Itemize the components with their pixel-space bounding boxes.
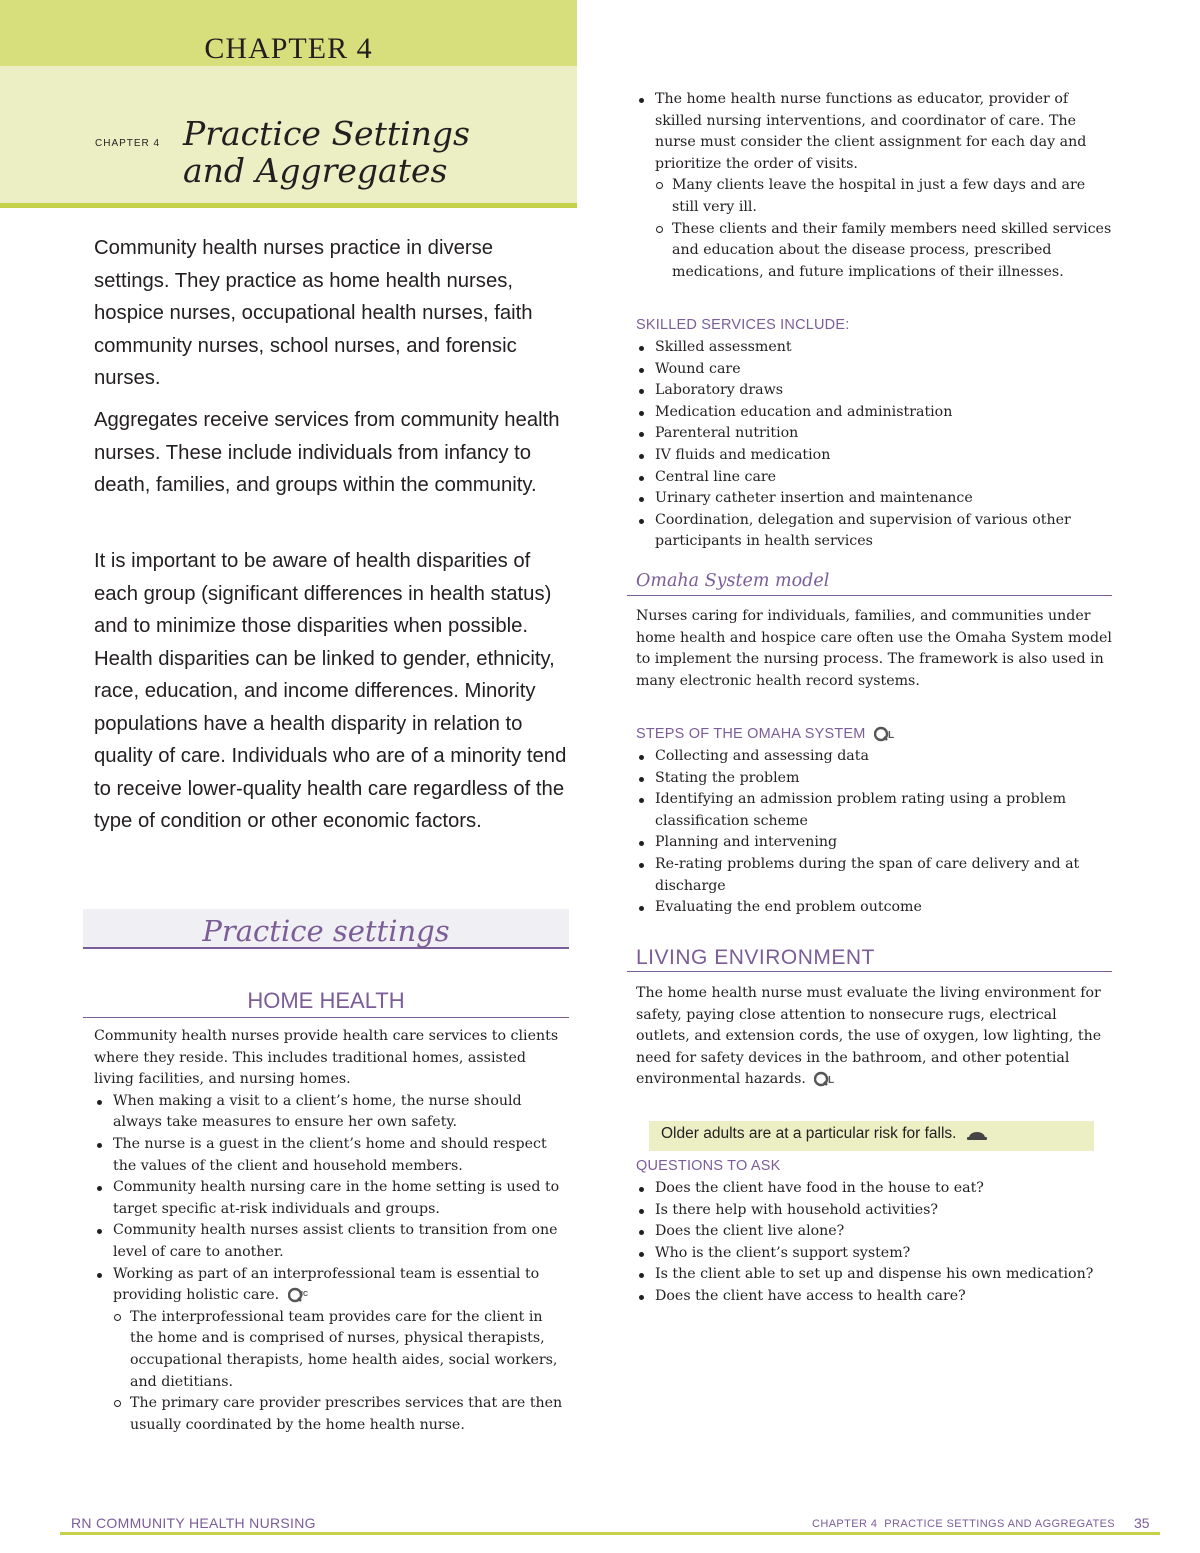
home-health-bullets: [94, 1091, 570, 1437]
svg-text:L: L: [887, 730, 895, 742]
chapter-title-rule: [0, 203, 577, 208]
questions-list: [636, 1178, 1112, 1308]
chapter-title-line2: and Aggregates: [183, 151, 448, 190]
living-environment-text: The home health nurse must evaluate the living environment for safety, paying close attention to nonsecure rugs, electrical outlets, and extension cords, the use of oxygen, low lighting, the need for safety devices in the bathroom, and other potential environmental hazards.: [636, 985, 1102, 1088]
interprofessional-sub-bullets: [113, 1307, 570, 1437]
list-item: Evaluating the end problem outcome: [636, 897, 1112, 919]
sae-icon: [965, 1126, 989, 1142]
list-item: Wound care: [636, 359, 1112, 381]
list-item: Does the client live alone?: [636, 1221, 1112, 1243]
list-item: Skilled assessment: [636, 337, 1112, 359]
ql-icon: [814, 1071, 838, 1087]
footer-chapter-title: CHAPTER 4 PRACTICE SETTINGS AND AGGREGATES: [812, 1518, 1116, 1530]
questions-section: [636, 1178, 1112, 1308]
list-item: Does the client have access to health care?: [636, 1286, 1112, 1308]
ic-icon: [288, 1287, 312, 1303]
list-item: Collecting and assessing data: [636, 746, 1112, 768]
living-environment-heading: LIVING ENVIRONMENT: [636, 946, 875, 969]
footer-rule: [60, 1532, 1160, 1535]
list-item: Re-rating problems during the span of care delivery and at discharge: [636, 854, 1112, 897]
list-item: Working as part of an interprofessional team is essential to providing holistic care. IC The interprofessional team provides care for the client in the home and is comprised of nurses, physical therapists, occupational therapists, home health aides, social workers, and dietitians. The primary care provider prescribes services that are then usually coordinated by the home health nurse.: [94, 1264, 570, 1437]
list-item: The nurse is a guest in the client’s home and should respect the values of the client and household members.: [94, 1134, 570, 1177]
list-item: Community health nursing care in the home setting is used to target specific at-risk individuals and groups.: [94, 1177, 570, 1220]
list-item: The home health nurse functions as educator, provider of skilled nursing interventions, and coordinator of care. The nurse must consider the client assignment for each day and prioritize the order of visits. Many clients leave the hospital in just a few days and are still very ill. These clients and their family members need skilled services and education about the disease process, prescribed medications, and future implications of their illnesses.: [636, 89, 1112, 283]
list-item: Stating the problem: [636, 768, 1112, 790]
omaha-rule: [627, 595, 1112, 596]
ql-icon: [874, 726, 898, 742]
list-item: When making a visit to a client’s home, the nurse should always take measures to ensure her own safety.: [94, 1091, 570, 1134]
list-item: The interprofessional team provides care for the client in the home and is comprised of nurses, physical therapists, occupational therapists, home health aides, social workers, and dietitians.: [113, 1307, 570, 1393]
omaha-steps-label-row: [636, 726, 898, 742]
nurse-role-list: [636, 89, 1112, 283]
questions-label: QUESTIONS TO ASK: [636, 1158, 781, 1174]
falls-callout-text: Older adults are at a particular risk for falls.: [661, 1125, 957, 1142]
chapter-small-label: CHAPTER 4: [95, 138, 161, 149]
list-item: Who is the client’s support system?: [636, 1243, 1112, 1265]
practice-settings-title: Practice settings: [202, 914, 450, 948]
skilled-services-label: SKILLED SERVICES INCLUDE:: [636, 317, 850, 333]
list-item: Coordination, delegation and supervision of various other participants in health services: [636, 510, 1112, 553]
list-item: Is there help with household activities?: [636, 1200, 1112, 1222]
omaha-text: Nurses caring for individuals, families, and communities under home health and hospice care often use the Omaha System model to implement the nursing process. The framework is also used in many electronic health record systems.: [636, 608, 1112, 689]
list-item: Is the client able to set up and dispense his own medication?: [636, 1264, 1112, 1286]
list-item: Planning and intervening: [636, 832, 1112, 854]
chapter-title: [183, 115, 573, 189]
chapter-title-line1: Practice Settings: [183, 114, 470, 153]
omaha-steps-list: [636, 746, 1112, 919]
footer-book-title: RN COMMUNITY HEALTH NURSING: [71, 1515, 316, 1531]
living-environment-paragraph: [636, 983, 1112, 1091]
list-item: IV fluids and medication: [636, 445, 1112, 467]
list-item: Laboratory draws: [636, 380, 1112, 402]
chapter-label: CHAPTER 4: [204, 32, 373, 65]
svg-text:IC: IC: [300, 1291, 308, 1299]
living-environment-rule: [627, 971, 1112, 972]
nurse-role-sub-bullets: [655, 175, 1112, 283]
svg-text:L: L: [828, 1075, 835, 1087]
intro-paragraph-2: Aggregates receive services from community health nurses. These include individuals from infancy to death, families, and groups within the community.: [94, 409, 560, 496]
omaha-steps-label: STEPS OF THE OMAHA SYSTEM: [636, 726, 866, 742]
list-item: Does the client have food in the house to eat?: [636, 1178, 1112, 1200]
intro-paragraph-1: Community health nurses practice in diverse settings. They practice as home health nurses, hospice nurses, occupational health nurses, faith community nurses, school nurses, and forensic nurses.: [94, 237, 533, 389]
list-item: These clients and their family members need skilled services and education about the disease process, prescribed medications, and future implications of their illnesses.: [655, 219, 1112, 284]
home-health-section: [94, 1026, 570, 1436]
omaha-heading: Omaha System model: [636, 571, 830, 591]
nurse-role-section: [636, 89, 1112, 283]
skilled-services-section: [636, 337, 1112, 553]
list-item: Identifying an admission problem rating using a problem classification scheme: [636, 789, 1112, 832]
list-item: The primary care provider prescribes services that are then usually coordinated by the home health nurse.: [113, 1393, 570, 1436]
list-item: Central line care: [636, 467, 1112, 489]
intro-paragraph-3: It is important to be aware of health disparities of each group (significant differences in health status) and to minimize those disparities when possible. Health disparities can be linked to gender, ethnicity, race, education, and income differences. Minority populations have a health disparity in relation to quality of care. Individuals who are of a minority tend to receive lower-quality health care regardless of the type of condition or other economic factors.: [94, 550, 567, 832]
skilled-services-list: [636, 337, 1112, 553]
list-item: Medication education and administration: [636, 402, 1112, 424]
home-health-heading: HOME HEALTH: [247, 988, 405, 1013]
list-item: Urinary catheter insertion and maintenance: [636, 488, 1112, 510]
home-health-intro: Community health nurses provide health care services to clients where they reside. This includes traditional homes, assisted living facilities, and nursing homes.: [94, 1028, 559, 1088]
list-item: Community health nurses assist clients to transition from one level of care to another.: [94, 1220, 570, 1263]
falls-callout: [661, 1125, 989, 1143]
home-health-rule: [83, 1017, 569, 1018]
page-number: 35: [1134, 1515, 1150, 1531]
omaha-steps-section: [636, 746, 1112, 919]
list-item: Many clients leave the hospital in just a few days and are still very ill.: [655, 175, 1112, 218]
list-item: Parenteral nutrition: [636, 423, 1112, 445]
